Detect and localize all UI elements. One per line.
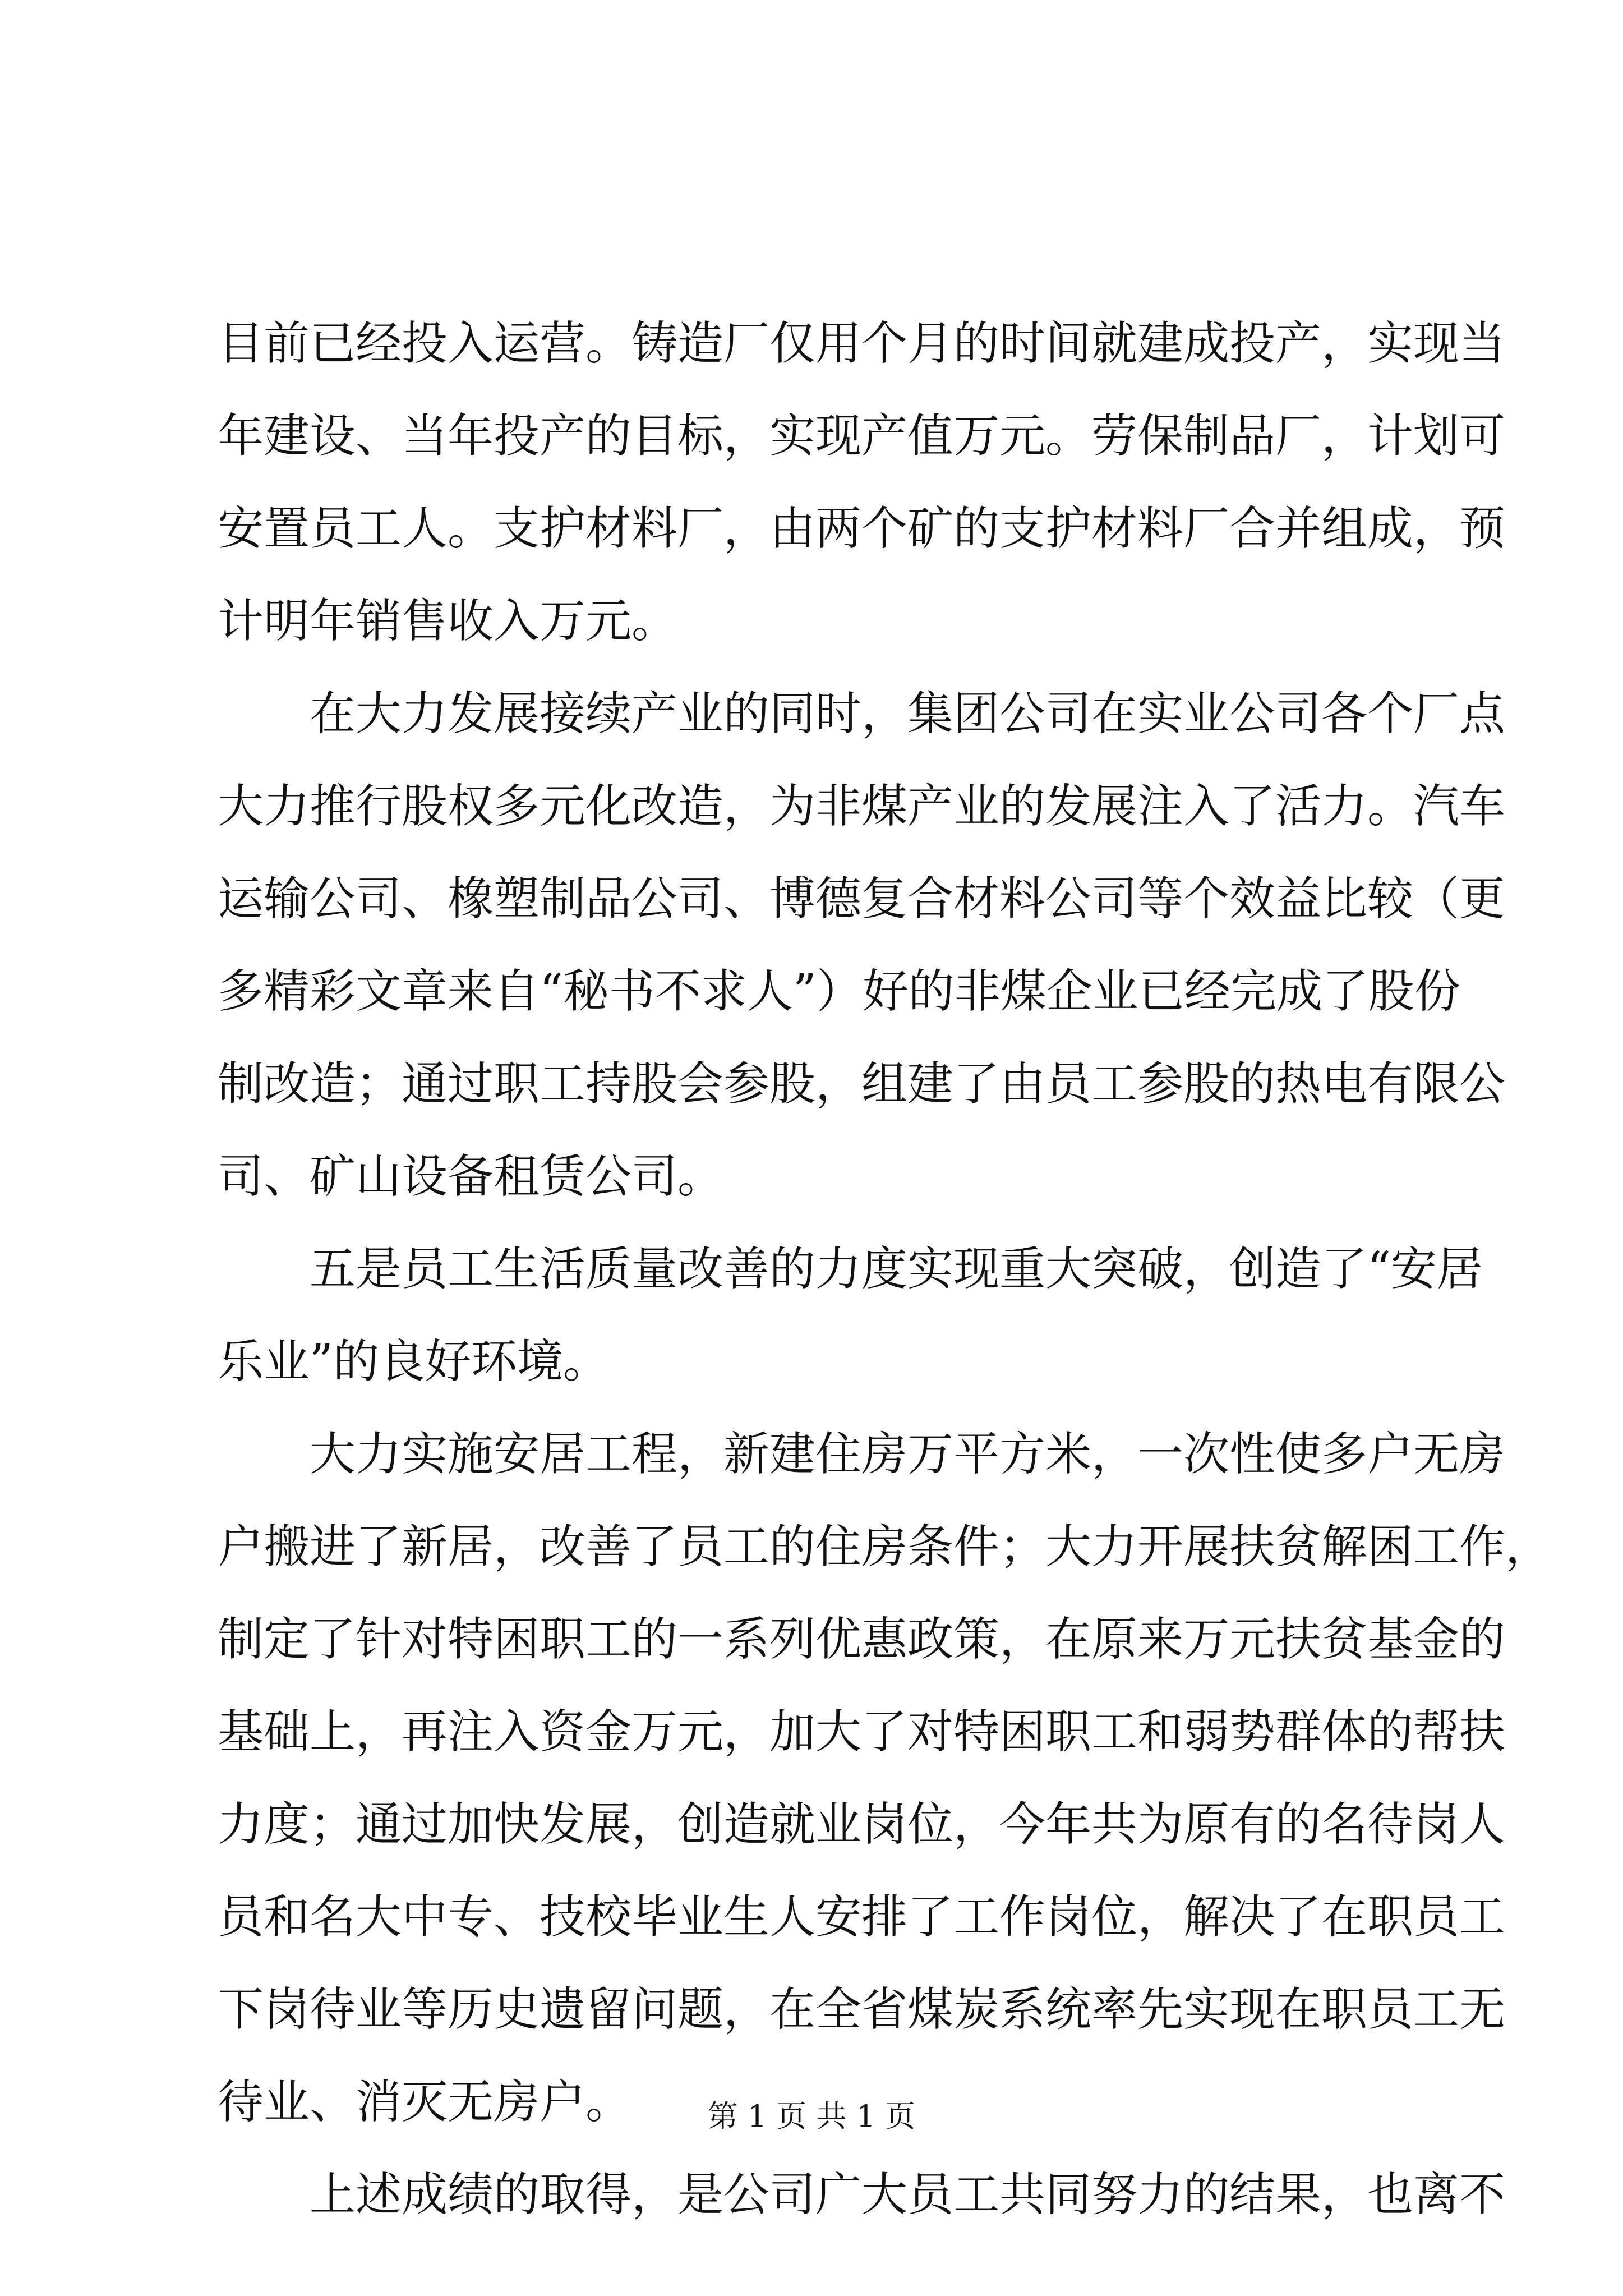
paragraph-line: 运输公司、橡塑制品公司、博德复合材料公司等个效益比较（更 [218, 872, 1506, 926]
paragraph-line: 大力推行股权多元化改造，为非煤产业的发展注入了活力。汽车 [218, 780, 1506, 833]
paragraph-first-line: 大力实施安居工程，新建住房万平方米，一次性使多户无房 [310, 1428, 1506, 1481]
paragraph-line: 制改造；通过职工持股会参股，组建了由员工参股的热电有限公 [218, 1057, 1506, 1111]
paragraph-line: 户搬进了新居，改善了员工的住房条件；大力开展扶贫解困工作， [218, 1520, 1552, 1573]
body-text [218, 297, 1552, 2241]
paragraph-first-line: 上述成绩的取得，是公司广大员工共同努力的结果，也离不 [310, 2168, 1506, 2221]
paragraph-line: 基础上，再注入资金万元，加大了对特困职工和弱势群体的帮扶 [218, 1705, 1506, 1759]
paragraph-line: 年建设、当年投产的目标，实现产值万元。劳保制品厂，计划可 [218, 409, 1506, 463]
paragraph-first-line: 在大力发展接续产业的同时，集团公司在实业公司各个厂点 [310, 687, 1506, 740]
paragraph-line: 多精彩文章来自“秘书不求人”）好的非煤企业已经完成了股份 [218, 965, 1460, 1018]
page-footer: 第 1 页 共 1 页 [707, 2099, 916, 2134]
paragraph-line: 司、矿山设备租赁公司。 [218, 1150, 724, 1203]
paragraph-line: 乐业”的良好环境。 [218, 1335, 609, 1388]
paragraph-line: 安置员工人。支护材料厂，由两个矿的支护材料厂合并组成，预 [218, 502, 1506, 555]
paragraph-line: 员和名大中专、技校毕业生人安排了工作岗位，解决了在职员工 [218, 1890, 1506, 1944]
paragraph-first-line: 五是员工生活质量改善的力度实现重大突破，创造了“安居 [310, 1243, 1483, 1296]
paragraph-line: 下岗待业等历史遗留问题，在全省煤炭系统率先实现在职员工无 [218, 1983, 1506, 2036]
paragraph-line: 力度；通过加快发展，创造就业岗位，今年共为原有的名待岗人 [218, 1798, 1506, 1851]
paragraph-line: 计明年销售收入万元。 [218, 595, 678, 648]
paragraph-line: 待业、消灭无房户。 [218, 2076, 632, 2129]
paragraph-line: 制定了针对特困职工的一系列优惠政策，在原来万元扶贫基金的 [218, 1613, 1506, 1666]
paragraph-line: 目前已经投入运营。铸造厂仅用个月的时间就建成投产，实现当 [218, 317, 1506, 370]
